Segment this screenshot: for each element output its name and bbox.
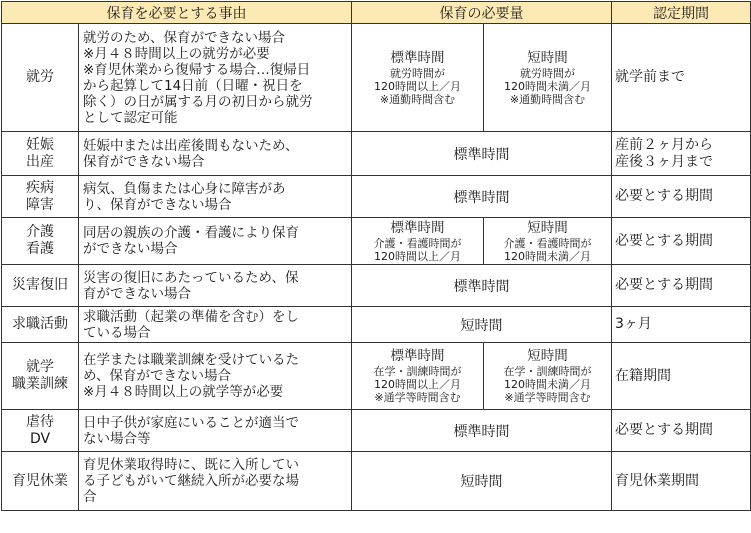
row-ikuji xyxy=(2,452,751,511)
need-cell: 標準時間 xyxy=(352,265,612,307)
row-kaigo xyxy=(2,218,751,265)
category-cell: 就学 職業訓練 xyxy=(2,343,79,410)
reason-cell: 求職活動（起業の準備を含む）をし ている場合 xyxy=(79,307,352,343)
period-cell: 必要とする期間 xyxy=(612,218,751,265)
row-gyakutai xyxy=(2,410,751,452)
row-shippei xyxy=(2,176,751,218)
need-standard-cell: 標準時間 在学・訓練時間が 120時間以上／月 ※通学等時間含む xyxy=(352,343,484,410)
period-cell: 在籍期間 xyxy=(612,343,751,410)
category-cell: 求職活動 xyxy=(2,307,79,343)
need-cell: 標準時間 xyxy=(352,132,612,176)
row-shuro xyxy=(2,24,751,132)
header-period: 認定期間 xyxy=(612,2,751,24)
header-row xyxy=(2,2,751,24)
row-saigai xyxy=(2,265,751,307)
period-cell: 必要とする期間 xyxy=(612,176,751,218)
need-cell: 短時間 xyxy=(352,307,612,343)
reason-cell: 在学または職業訓練を受けているた め、保育ができない場合 ※月４８時間以上の就学等が必要 xyxy=(79,343,352,410)
need-standard-cell: 標準時間 介護・看護時間が 120時間以上／月 xyxy=(352,218,484,265)
category-cell: 災害復旧 xyxy=(2,265,79,307)
reason-cell: 病気、負傷または心身に障害があ り、保育ができない場合 xyxy=(79,176,352,218)
reason-cell: 災害の復旧にあたっているため、保 育ができない場合 xyxy=(79,265,352,307)
category-cell: 疾病 障害 xyxy=(2,176,79,218)
header-need: 保育の必要量 xyxy=(352,2,612,24)
row-ninshin xyxy=(2,132,751,176)
category-cell: 妊娠 出産 xyxy=(2,132,79,176)
period-cell: 必要とする期間 xyxy=(612,265,751,307)
need-cell: 標準時間 xyxy=(352,410,612,452)
category-cell: 就労 xyxy=(2,24,79,132)
period-cell: 産前２ヶ月から 産後３ヶ月まで xyxy=(612,132,751,176)
category-cell: 育児休業 xyxy=(2,452,79,511)
reason-cell: 就労のため、保育ができない場合 ※月４８時間以上の就労が必要 ※育児休業から復帰する場合…復帰日 から起算して14日前（日曜・祝日を 除く）の日が属する月の初日から就労 として認定可能 xyxy=(79,24,352,132)
need-cell: 短時間 xyxy=(352,452,612,511)
period-cell: 必要とする期間 xyxy=(612,410,751,452)
category-cell: 介護 看護 xyxy=(2,218,79,265)
reason-cell: 育児休業取得時に、既に入所してい る子どもがいて継続入所が必要な場 合 xyxy=(79,452,352,511)
need-short-cell: 短時間 就労時間が 120時間未満／月 ※通勤時間含む xyxy=(484,24,612,132)
header-reason: 保育を必要とする事由 xyxy=(2,2,352,24)
need-short-cell: 短時間 介護・看護時間が 120時間未満／月 xyxy=(484,218,612,265)
period-cell: 就学前まで xyxy=(612,24,751,132)
row-shugaku xyxy=(2,343,751,410)
need-standard-cell: 標準時間 就労時間が 120時間以上／月 ※通勤時間含む xyxy=(352,24,484,132)
childcare-certification-table xyxy=(1,1,751,511)
reason-cell: 同居の親族の介護・看護により保育 ができない場合 xyxy=(79,218,352,265)
period-cell: 育児休業期間 xyxy=(612,452,751,511)
row-kyushoku xyxy=(2,307,751,343)
need-short-cell: 短時間 在学・訓練時間が 120時間未満／月 ※通学等時間含む xyxy=(484,343,612,410)
reason-cell: 妊娠中または出産後間もないため、 保育ができない場合 xyxy=(79,132,352,176)
category-cell: 虐待 DV xyxy=(2,410,79,452)
period-cell: 3ヶ月 xyxy=(612,307,751,343)
reason-cell: 日中子供が家庭にいることが適当で ない場合等 xyxy=(79,410,352,452)
need-cell: 標準時間 xyxy=(352,176,612,218)
